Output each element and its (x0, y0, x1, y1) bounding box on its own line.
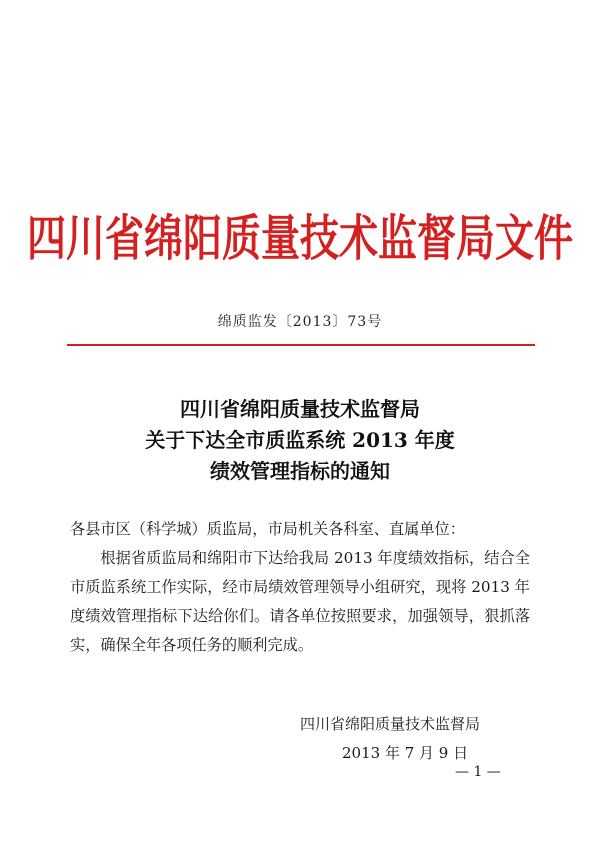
subject-line-1: 四川省绵阳质量技术监督局 (180, 397, 420, 421)
document-subject (0, 394, 600, 487)
subject-line-3: 绩效管理指标的通知 (210, 459, 390, 483)
body-paragraph: 根据省质监局和绵阳市下达给我局 2013 年度绩效指标，结合全市质监系统工作实际，经市局绩效管理领导小组研究，现将 2013 年度绩效管理指标下达给你们。请各单位按照要求，加强领导，狠抓落实，确保全年各项任务的顺利完成。 (70, 549, 530, 654)
page-number: — 1 — (455, 764, 501, 780)
document-body (70, 515, 530, 660)
document-number: 绵质监发〔2013〕73号 (217, 314, 383, 330)
addressee-line: 各县市区（科学城）质监局，市局机关各科室、直属单位： (70, 520, 465, 538)
signature-date: 2013 年 7 月 9 日 (342, 744, 469, 762)
document-header-title: 四川省绵阳质量技术监督局文件 (26, 210, 573, 268)
subject-line-2: 关于下达全市质监系统 2013 年度 (145, 428, 455, 452)
signature-organization: 四川省绵阳质量技术监督局 (300, 715, 481, 733)
signature-block (300, 710, 530, 768)
red-divider-line (67, 344, 535, 346)
